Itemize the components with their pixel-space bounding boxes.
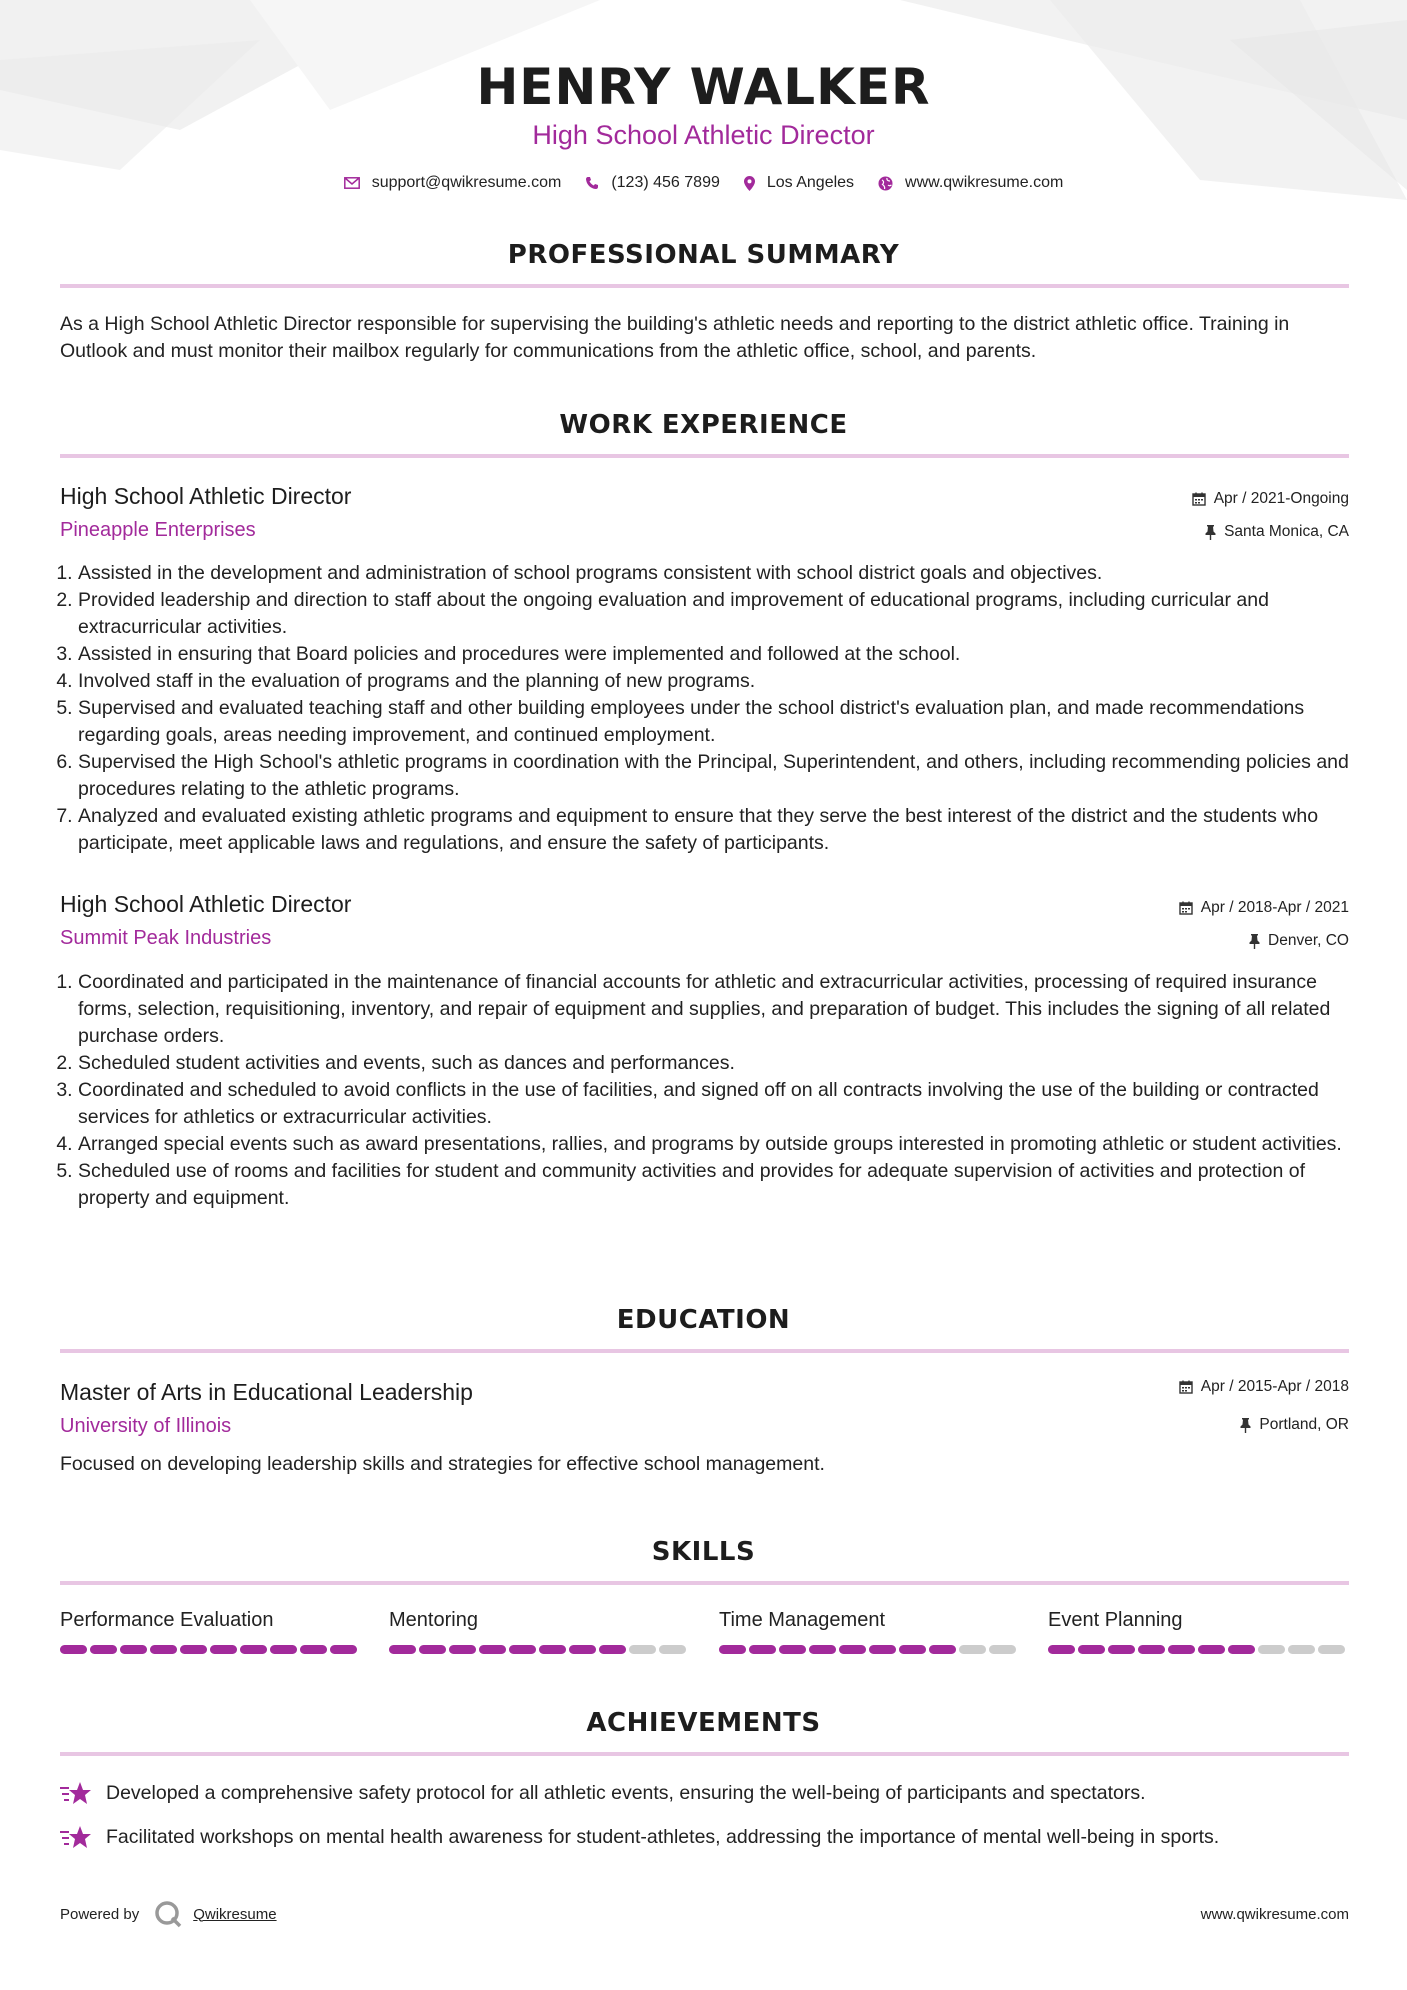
achievements-divider	[60, 1752, 1349, 1756]
skill-dot-filled	[1048, 1645, 1075, 1654]
footer-powered-by	[60, 1899, 277, 1929]
list-item: 1. Assisted in the development and administration of school programs consistent with school district goals and objectives.	[78, 560, 1368, 587]
education-degree: Master of Arts in Educational Leadership	[60, 1379, 473, 1405]
calendar-icon	[1192, 492, 1206, 506]
summary-text: As a High School Athletic Director responsible for supervising the building's athletic needs and reporting to the district athletic office. Training in Outlook and must monitor their mailbox regularly for communications from the athletic office, school, and parents.	[60, 313, 1290, 362]
skill-rating	[389, 1645, 689, 1654]
skill-dot-filled	[1168, 1645, 1195, 1654]
job-2-location-text: Denver, CO	[1268, 932, 1349, 949]
skills-divider	[60, 1581, 1349, 1585]
education-date	[1179, 1378, 1349, 1396]
pushpin-icon	[1249, 934, 1260, 949]
contact-bar	[0, 174, 1407, 192]
education-description: Focused on developing leadership skills and strategies for effective school management.	[60, 1453, 825, 1475]
qwikresume-link[interactable]: Qwikresume	[193, 1905, 277, 1923]
skill-rating	[60, 1645, 360, 1654]
skill-dot-filled	[869, 1645, 896, 1654]
contact-email[interactable]	[344, 174, 562, 192]
skill-dot-filled	[389, 1645, 416, 1654]
skill-dot-filled	[150, 1645, 177, 1654]
skill-dot-empty	[629, 1645, 656, 1654]
skill-dot-filled	[539, 1645, 566, 1654]
skill-time-management	[719, 1609, 1019, 1654]
experience-heading: WORK EXPERIENCE	[559, 410, 848, 440]
skill-dot-filled	[210, 1645, 237, 1654]
skill-dot-filled	[180, 1645, 207, 1654]
list-item: 7. Analyzed and evaluated existing athletic programs and equipment to ensure that they serve the best interest of the district and the students who participate, meet applicable laws and regulations, and ensure the safety of participants.	[78, 803, 1368, 857]
powered-by-label: Powered by	[60, 1905, 140, 1923]
education-location	[1240, 1416, 1349, 1434]
skill-event-planning	[1048, 1609, 1348, 1654]
achievement-1	[60, 1781, 1146, 1805]
skill-dot-filled	[1198, 1645, 1225, 1654]
skills-heading: SKILLS	[651, 1537, 756, 1567]
summary-heading: PROFESSIONAL SUMMARY	[507, 240, 900, 270]
list-item: 6. Supervised the High School's athletic programs in coordination with the Principal, Superintendent, and others, including recommending policies and procedures relating to the athletic programs.	[78, 749, 1368, 803]
skill-rating	[1048, 1645, 1348, 1654]
skill-dot-filled	[120, 1645, 147, 1654]
skill-name: Time Management	[719, 1609, 885, 1631]
skill-dot-filled	[1078, 1645, 1105, 1654]
skill-dot-filled	[719, 1645, 746, 1654]
skill-dot-empty	[1258, 1645, 1285, 1654]
education-divider	[60, 1349, 1349, 1353]
candidate-name: HENRY WALKER	[476, 58, 931, 116]
list-item: 3. Coordinated and scheduled to avoid conflicts in the use of facilities, and signed off on all contracts involving the use of the building or contracted services for athletics or extracurricular activities.	[78, 1077, 1368, 1131]
job-1-title: High School Athletic Director	[60, 483, 352, 509]
skill-dot-filled	[929, 1645, 956, 1654]
contact-phone[interactable]	[585, 174, 720, 192]
job-2-title: High School Athletic Director	[60, 891, 352, 917]
skill-name: Mentoring	[389, 1609, 478, 1631]
list-item: 5. Scheduled use of rooms and facilities for student and community activities and provides for adequate supervision of activities and protection of property and equipment.	[78, 1158, 1368, 1212]
skill-dot-empty	[1288, 1645, 1315, 1654]
skill-performance-evaluation	[60, 1609, 360, 1654]
contact-website[interactable]	[878, 174, 1063, 192]
skill-dot-filled	[749, 1645, 776, 1654]
summary-divider	[60, 284, 1349, 288]
skill-dot-filled	[1228, 1645, 1255, 1654]
job-2-company: Summit Peak Industries	[60, 927, 272, 949]
skill-dot-filled	[899, 1645, 926, 1654]
skill-dot-filled	[270, 1645, 297, 1654]
education-date-text: Apr / 2015-Apr / 2018	[1200, 1378, 1349, 1395]
list-item: 2. Scheduled student activities and events, such as dances and performances.	[78, 1050, 1368, 1077]
list-item: 2. Provided leadership and direction to staff about the ongoing evaluation and improvement of educational programs, including curricular and extracurricular activities.	[78, 587, 1368, 641]
skill-dot-filled	[479, 1645, 506, 1654]
skill-dot-filled	[419, 1645, 446, 1654]
skill-dot-filled	[779, 1645, 806, 1654]
skill-dot-empty	[959, 1645, 986, 1654]
footer-website[interactable]: www.qwikresume.com	[1200, 1906, 1349, 1923]
achievement-text: Facilitated workshops on mental health awareness for student-athletes, addressing the importance of mental well-being in sports.	[106, 1825, 1220, 1848]
star-icon	[60, 1781, 92, 1805]
skill-mentoring	[389, 1609, 689, 1654]
job-2-bullets	[60, 969, 1368, 1212]
job-1-date-text: Apr / 2021-Ongoing	[1213, 490, 1349, 507]
pushpin-icon	[1240, 1418, 1251, 1433]
education-school: University of Illinois	[60, 1415, 232, 1437]
skill-dot-filled	[509, 1645, 536, 1654]
skill-dot-filled	[240, 1645, 267, 1654]
calendar-icon	[1179, 1380, 1193, 1394]
star-icon	[60, 1825, 92, 1849]
job-2-location	[1249, 932, 1349, 950]
job-1-location	[1205, 523, 1349, 541]
skill-name: Event Planning	[1048, 1609, 1183, 1631]
contact-phone-text: (123) 456 7899	[611, 174, 720, 191]
calendar-icon	[1179, 901, 1193, 915]
skill-dot-filled	[1108, 1645, 1135, 1654]
envelope-icon	[344, 177, 360, 189]
contact-email-text: support@qwikresume.com	[371, 174, 562, 191]
contact-location	[744, 174, 854, 192]
qwikresume-logo-icon	[153, 1899, 183, 1929]
contact-location-text: Los Angeles	[766, 174, 855, 191]
skill-dot-filled	[569, 1645, 596, 1654]
pushpin-icon	[1205, 525, 1216, 540]
skill-name: Performance Evaluation	[60, 1609, 274, 1631]
contact-website-text: www.qwikresume.com	[905, 174, 1064, 191]
skill-dot-empty	[1318, 1645, 1345, 1654]
achievement-text: Developed a comprehensive safety protocol for all athletic events, ensuring the well-being of participants and spectators.	[106, 1781, 1146, 1804]
skill-dot-filled	[60, 1645, 87, 1654]
list-item: 3. Assisted in ensuring that Board policies and procedures were implemented and followed at the school.	[78, 641, 1368, 668]
globe-icon	[878, 176, 893, 191]
skill-dot-filled	[1138, 1645, 1165, 1654]
skill-dot-empty	[989, 1645, 1016, 1654]
skill-dot-filled	[330, 1645, 357, 1654]
phone-icon	[585, 176, 599, 190]
skill-dot-filled	[839, 1645, 866, 1654]
job-1-date	[1192, 490, 1349, 508]
list-item: 5. Supervised and evaluated teaching staff and other building employees under the school district's evaluation plan, and made recommendations regarding goals, areas needing improvement, and continued employment.	[78, 695, 1368, 749]
skill-dot-filled	[599, 1645, 626, 1654]
skill-dot-filled	[90, 1645, 117, 1654]
education-heading: EDUCATION	[616, 1305, 791, 1335]
job-2-date	[1179, 899, 1349, 917]
list-item: 1. Coordinated and participated in the maintenance of financial accounts for athletic and extracurricular activities, processing of required insurance forms, selection, requisitioning, inventory, and repair of equipment and supplies, and preparation of budget. This includes the signing of all related purchase orders.	[78, 969, 1368, 1050]
job-2-date-text: Apr / 2018-Apr / 2021	[1200, 899, 1349, 916]
skill-dot-filled	[809, 1645, 836, 1654]
achievement-2	[60, 1825, 1219, 1849]
list-item: 4. Involved staff in the evaluation of programs and the planning of new programs.	[78, 668, 1368, 695]
experience-divider	[60, 454, 1349, 458]
candidate-title: High School Athletic Director	[532, 120, 875, 150]
job-1-bullets	[60, 560, 1368, 857]
skill-dot-filled	[300, 1645, 327, 1654]
map-pin-icon	[744, 176, 755, 191]
skill-dot-filled	[449, 1645, 476, 1654]
job-1-company: Pineapple Enterprises	[60, 519, 256, 541]
education-location-text: Portland, OR	[1259, 1416, 1349, 1433]
skill-dot-empty	[659, 1645, 686, 1654]
job-1-location-text: Santa Monica, CA	[1224, 523, 1349, 540]
achievements-heading: ACHIEVEMENTS	[586, 1708, 821, 1738]
skill-rating	[719, 1645, 1019, 1654]
list-item: 4. Arranged special events such as award presentations, rallies, and programs by outside groups interested in promoting athletic or student activities.	[78, 1131, 1368, 1158]
